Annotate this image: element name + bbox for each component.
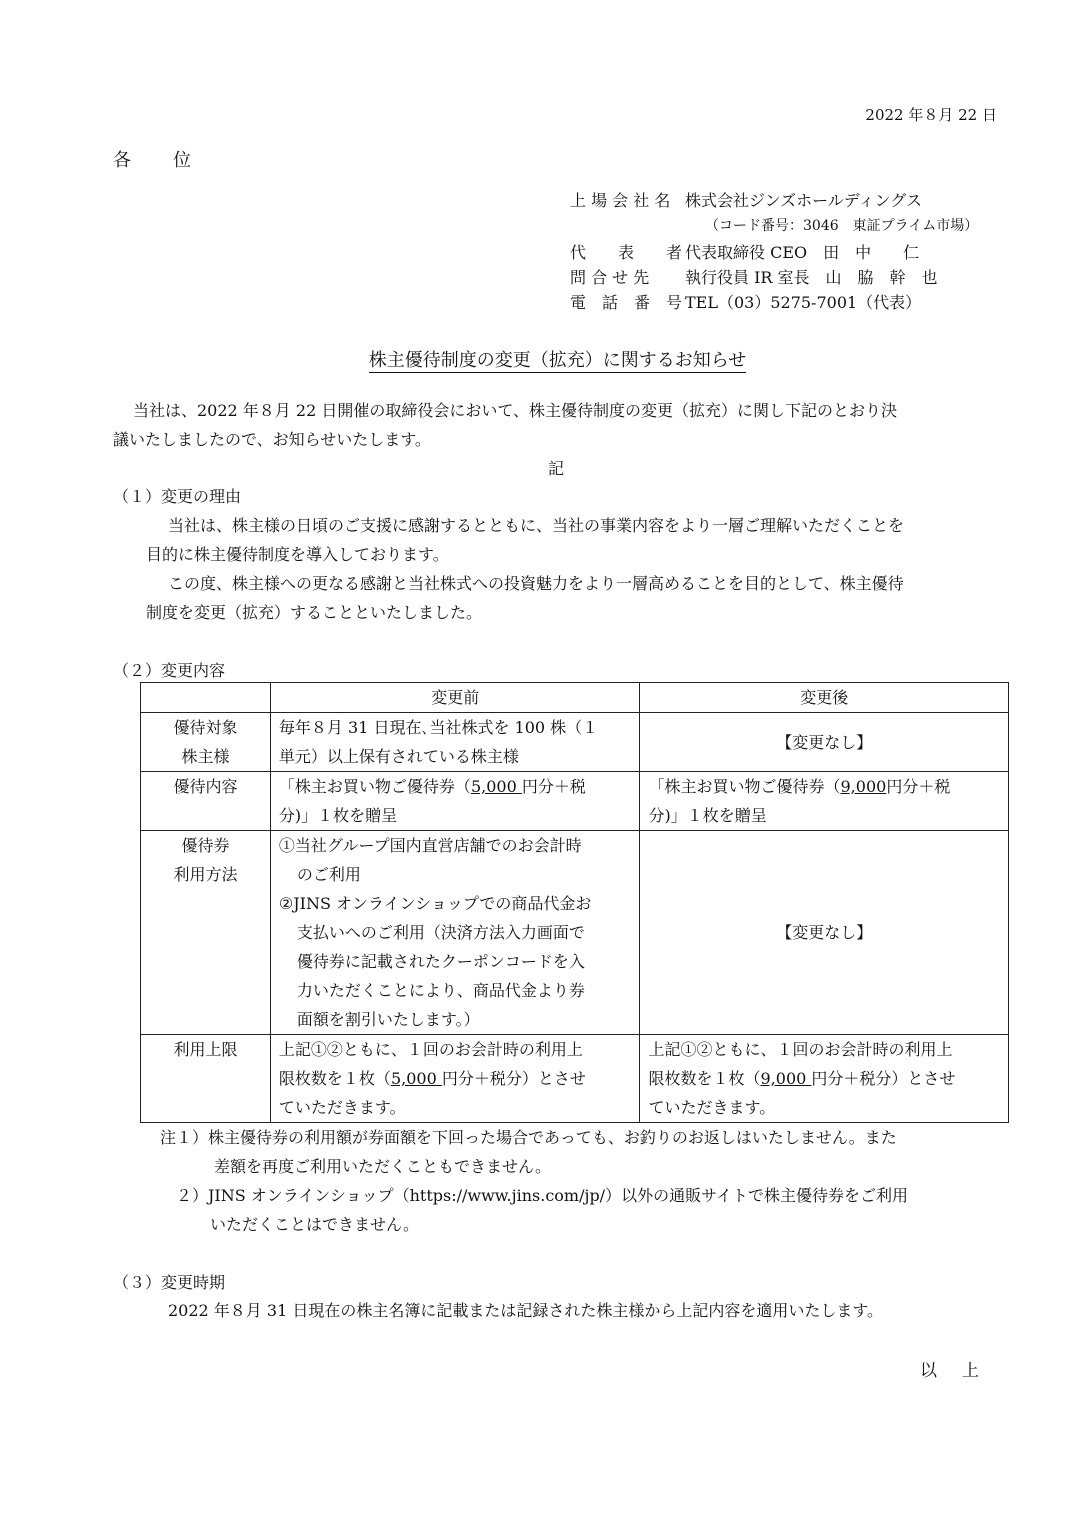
contact-row: [570, 265, 938, 288]
row-after-cell: 【変更なし】: [640, 831, 1009, 1035]
row-before-cell: 「株主お買い物ご優待券（5,000 円分＋税 分)」１枚を贈呈: [270, 772, 640, 831]
row-after-cell: 【変更なし】: [640, 713, 1009, 772]
company-name-label: 上 場 会 社 名: [570, 191, 671, 210]
row-after-cell: 上記①②ともに、１回のお会計時の利用上 限枚数を１枚（9,000 円分＋税分）とさせ ていただきます。: [640, 1035, 1009, 1123]
note2-line2: いただくことはできません。: [210, 1215, 419, 1234]
ki-mark: 記: [548, 459, 565, 478]
section3-heading: （３）変更時期: [113, 1273, 226, 1292]
row-label: 優待内容: [141, 772, 271, 831]
document-date: 2022 年８月 22 日: [865, 106, 997, 124]
document-title: 株主優待制度の変更（拡充）に関するお知らせ: [368, 350, 747, 371]
section1-p2-line1: この度、株主様への更なる感謝と当社株式への投資魅力をより一層高めることを目的として、株主優待: [168, 574, 904, 593]
contact-label: 問 合 せ 先: [570, 268, 650, 287]
header-empty-cell: [141, 683, 271, 713]
company-name-row: [570, 188, 922, 211]
row-label: 優待券 利用方法: [141, 831, 271, 1035]
table-row: [141, 831, 1009, 1035]
representative-row: [570, 240, 919, 263]
section1-p2-line2: 制度を変更（拡充）することといたしました。: [146, 603, 483, 622]
header-after: 変更後: [640, 683, 1009, 713]
table-row: [141, 1035, 1009, 1123]
changes-table: [140, 682, 1009, 1123]
section1-p1-line2: 目的に株主優待制度を導入しております。: [146, 545, 449, 564]
row-label: 利用上限: [141, 1035, 271, 1123]
section2-heading: （２）変更内容: [113, 661, 226, 680]
note2-line1: ２）JINS オンラインショップ（https://www.jins.com/jp/）以外の通販サイトで株主優待券をご利用: [176, 1186, 908, 1205]
row-before-cell: 上記①②ともに、１回のお会計時の利用上 限枚数を１枚（5,000 円分＋税分）とさせ ていただきます。: [270, 1035, 640, 1123]
table-row: [141, 713, 1009, 772]
note1-line2: 差額を再度ご利用いただくこともできません。: [214, 1157, 551, 1176]
note1-line1: 注１）株主優待券の利用額が券面額を下回った場合であっても、お釣りのお返しはいたしません。また: [160, 1128, 897, 1147]
phone-label: 電 話 番 号: [570, 293, 683, 312]
phone-row: [570, 290, 921, 313]
phone-value: TEL（03）5275-7001（代表）: [685, 293, 922, 312]
intro-line-1: 当社は、2022 年８月 22 日開催の取締役会において、株主優待制度の変更（拡充）に関し下記のとおり決: [133, 401, 898, 420]
section1-heading: （１）変更の理由: [113, 487, 242, 506]
intro-line-2: 議いたしましたので、お知らせいたします。: [113, 430, 431, 449]
row-before-cell: 毎年８月 31 日現在､当社株式を 100 株（１ 単元）以上保有されている株主様: [270, 713, 640, 772]
section1-p1-line1: 当社は、株主様の日頃のご支援に感謝するとともに、当社の事業内容をより一層ご理解いただくことを: [168, 516, 905, 535]
table-row: [141, 772, 1009, 831]
company-code: （コード番号：3046 東証プライム市場）: [705, 218, 979, 234]
addressee: 各 位: [113, 150, 193, 171]
section3-body: 2022 年８月 31 日現在の株主名簿に記載または記録された株主様から上記内容を適用いたします。: [168, 1301, 884, 1320]
company-name-value: 株式会社ジンズホールディングス: [685, 191, 923, 210]
row-label: 優待対象 株主様: [141, 713, 271, 772]
header-before: 変更前: [270, 683, 640, 713]
row-before-cell: ①当社グループ国内直営店舗でのお会計時 のご利用 ②JINS オンラインショップでの商品代金お 支払いへのご利用（決済方法入力画面で 優待券に記載されたクーポンコードを入 力いただくことにより、商品代金より券 面額を割引いたします。）: [270, 831, 640, 1035]
table-header-row: [141, 683, 1009, 713]
closing-mark: 以 上: [920, 1361, 983, 1381]
representative-value: 代表取締役 CEO 田 中 仁: [685, 243, 920, 262]
representative-label: 代 表 者: [570, 243, 683, 262]
contact-value: 執行役員 IR 室長 山 脇 幹 也: [685, 268, 938, 287]
row-after-cell: 「株主お買い物ご優待券（9,000円分＋税 分)」１枚を贈呈: [640, 772, 1009, 831]
